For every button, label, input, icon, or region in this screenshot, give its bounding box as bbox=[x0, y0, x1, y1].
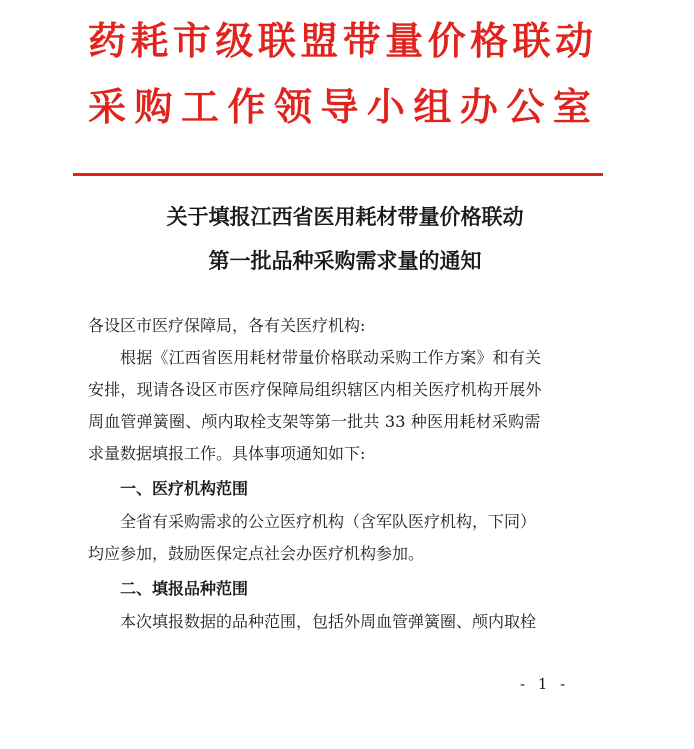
letterhead-char: 联 bbox=[257, 18, 296, 63]
letterhead-char: 组 bbox=[413, 84, 452, 129]
letterhead-char: 药 bbox=[88, 18, 127, 63]
letterhead-char: 价 bbox=[427, 18, 466, 63]
letterhead-char: 动 bbox=[554, 18, 593, 63]
paragraph-line: 本次填报数据的品种范围，包括外周血管弹簧圈、颅内取栓 bbox=[120, 612, 537, 631]
letterhead-char: 领 bbox=[273, 84, 312, 129]
paragraph-line: 根据《江西省医用耗材带量价格联动采购工作方案》和有关 bbox=[120, 348, 542, 367]
letterhead-line-2 bbox=[88, 84, 591, 129]
notice-title-line-2: 第一批品种采购需求量的通知 bbox=[208, 248, 482, 273]
letterhead-char: 联 bbox=[512, 18, 551, 63]
section-heading-2: 二、填报品种范围 bbox=[120, 579, 249, 598]
letterhead-char: 小 bbox=[366, 84, 405, 129]
paragraph-line: 均应参加，鼓励医保定点社会办医疗机构参加。 bbox=[88, 544, 425, 563]
letterhead-char: 公 bbox=[506, 84, 545, 129]
letterhead-char: 耗 bbox=[130, 18, 169, 63]
letterhead-char: 采 bbox=[88, 84, 127, 129]
letterhead-divider bbox=[73, 173, 603, 176]
paragraph-line: 安排，现请各设区市医疗保障局组织辖区内相关医疗机构开展外 bbox=[88, 380, 542, 399]
letterhead-char: 市 bbox=[172, 18, 211, 63]
salutation: 各设区市医疗保障局，各有关医疗机构: bbox=[88, 316, 366, 335]
letterhead-char: 量 bbox=[385, 18, 424, 63]
page-number: - 1 - bbox=[520, 675, 570, 693]
letterhead-char: 导 bbox=[320, 84, 359, 129]
letterhead-char: 盟 bbox=[300, 18, 339, 63]
section-heading-1: 一、医疗机构范围 bbox=[120, 479, 249, 498]
letterhead-line-1 bbox=[88, 18, 593, 63]
letterhead-char: 购 bbox=[134, 84, 173, 129]
letterhead-char: 办 bbox=[459, 84, 498, 129]
letterhead-char: 级 bbox=[215, 18, 254, 63]
paragraph-line: 周血管弹簧圈、颅内取栓支架等第一批共 33 种医用耗材采购需 bbox=[88, 412, 541, 431]
letterhead-char: 作 bbox=[227, 84, 266, 129]
letterhead-char: 带 bbox=[342, 18, 381, 63]
letterhead-char: 工 bbox=[180, 84, 219, 129]
paragraph-line: 求量数据填报工作。具体事项通知如下: bbox=[88, 444, 366, 463]
letterhead-char: 格 bbox=[470, 18, 509, 63]
notice-title-line-1: 关于填报江西省医用耗材带量价格联动 bbox=[166, 204, 524, 229]
paragraph-line: 全省有采购需求的公立医疗机构（含军队医疗机构，下同） bbox=[120, 512, 537, 531]
letterhead-char: 室 bbox=[552, 84, 591, 129]
